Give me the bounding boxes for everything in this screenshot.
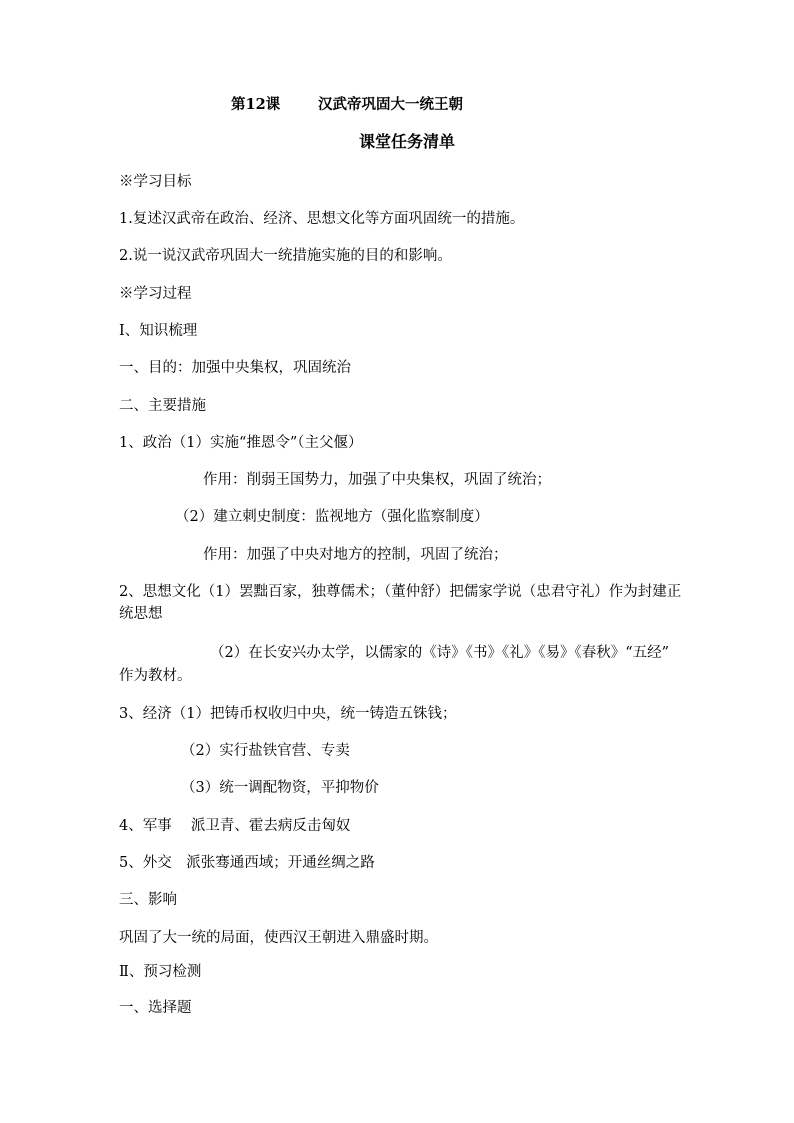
politics-measure-2: （2）建立刺史制度：监视地方（强化监察制度） xyxy=(175,509,489,525)
politics-measure-2-effect: 作用：加强了中央对地方的控制，巩固了统治； xyxy=(203,547,508,563)
influence-heading: 三、影响 xyxy=(119,892,177,908)
politics-measure-1-effect: 作用：削弱王国势力，加强了中央集权，巩固了统治； xyxy=(203,472,551,488)
measures-heading: 二、主要措施 xyxy=(119,398,206,414)
influence-text: 巩固了大一统的局面，使西汉王朝进入鼎盛时期。 xyxy=(119,930,438,946)
thought-measure-1-line1: 2、思想文化（1）罢黜百家，独尊儒术；（董仲舒）把儒家学说（忠君守礼）作为封建正 xyxy=(119,584,682,600)
military-measure: 4、军事 派卫青、霍去病反击匈奴 xyxy=(119,818,351,834)
economy-measure-1: 3、经济（1）把铸币权收归中央，统一铸造五铢钱； xyxy=(119,706,457,722)
objective-2: 2.说一说汉武帝巩固大一统措施实施的目的和影响。 xyxy=(119,248,452,264)
economy-measure-2: （2）实行盐铁官营、专卖 xyxy=(181,743,350,759)
thought-measure-1-line2: 统思想 xyxy=(119,606,163,622)
choice-heading: 一、选择题 xyxy=(119,1000,192,1016)
objectives-heading: ※学习目标 xyxy=(119,174,192,190)
part1-heading: Ⅰ、知识梳理 xyxy=(119,323,198,339)
page-subtitle: 课堂任务清单 xyxy=(359,132,456,151)
purpose-line: 一、目的：加强中央集权，巩固统治 xyxy=(119,360,351,376)
objective-1: 1.复述汉武帝在政治、经济、思想文化等方面巩固统一的措施。 xyxy=(119,211,525,227)
lesson-title: 汉武帝巩固大一统王朝 xyxy=(318,96,463,113)
lesson-number: 第12课 xyxy=(231,96,281,113)
process-heading: ※学习过程 xyxy=(119,286,192,302)
thought-measure-2-line2: 作为教材。 xyxy=(119,668,192,684)
economy-measure-3: （3）统一调配物资，平抑物价 xyxy=(181,780,379,796)
politics-measure-1: 1、政治（1）实施“推恩令”（主父偃） xyxy=(119,435,363,451)
diplomacy-measure: 5、外交 派张骞通西域；开通丝绸之路 xyxy=(119,855,375,871)
part2-heading: Ⅱ、预习检测 xyxy=(119,964,202,980)
thought-measure-2-line1: （2）在长安兴办太学，以儒家的《诗》《书》《礼》《易》《春秋》“五经” xyxy=(210,645,670,661)
